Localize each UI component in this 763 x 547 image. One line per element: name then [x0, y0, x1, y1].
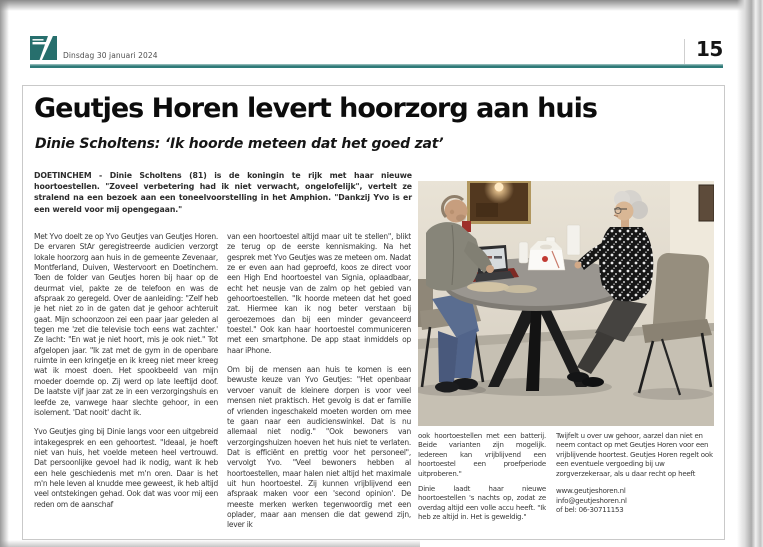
body-paragraph: ook hoortoestellen met een batterij. Beide varianten zijn mogelijk. Iedereen kan vrijblijvend een hoortoestel een proefperiode uitproberen.": [418, 432, 546, 478]
body-paragraph: Met Yvo doelt ze op Yvo Geutjes van Geutjes Horen. De ervaren StAr geregistreerde audicien verzorgt lokale hoorzorg aan huis in de gemeente Zevenaar, Montferland, Duiven, Westervoort en Doetinchem. Toen de folder van Geutjes horen bij haar op de deurmat viel, pakte ze de telefoon en was de afspraak zo geregeld. Over de aanleiding: "Zelf heb je het niet zo in de gaten dat je gehoor achteruit gaat. Mijn schoonzoon zei een paar jaar geleden al tegen me 'zet die televisie toch eens wat zachter.' Ze lacht: "En wat je niet hoort, mis je ook niet." Tot afgelopen jaar. "Ik zat met de gym in de openbare ruimte in een kringetje en ik kreeg niet meer kreeg wat ik moest doen. Het spookbeeld van mijn moeder doemde op. Zij werd op late leeftijd doof. De laatste vijf jaar zat ze in een verzorgingshuis en leefde ze, vanwege haar slechte gehoor, in een isolement. 'Dat nooit' dacht ik.: [34, 232, 218, 417]
issue-date: Dinsdag 30 januari 2024: [63, 51, 158, 60]
body-paragraph: van een hoortoestel altijd maar uit te stellen", blikt ze terug op de eerste kennismaking. Na het gesprek met Yvo Geutjes was ze meteen om. Nadat ze er even aan had geproefd, koos ze direct voor een High End hoortoestel van Signia, oplaadbaar, echt het neusje van de zalm op het gebied van gehoortoestellen. "Ik hoorde meteen dat het goed zat. Hiermee kan ik nog beter verstaan bij geroezemoes dan bij een minder gevanceerd toestel." Ook kan haar hoortoestel communiceren met een smartphone. De app staat inmiddels op haar iPhone.: [227, 232, 411, 355]
pagenum-divider: [684, 39, 685, 64]
scan-edge-left: [0, 0, 9, 547]
subheadline: Dinie Scholtens: ‘Ik hoorde meteen dat het goed zat’: [35, 136, 444, 152]
article-box: [22, 85, 725, 540]
intro-paragraph: DOETINCHEM - Dinie Scholtens (81) is de koningin te rijk met haar nieuwe hoortoestellen. "Zoveel verbetering had ik niet verwacht, ongelofelijk", vertelt ze stralend na een bezoek aan een toneelvoorstelling in het Amphion. "Dankzij Yvo is er een wereld voor mij opengegaan.": [34, 171, 412, 214]
contact-email: info@geutjeshoren.nl: [556, 496, 627, 505]
body-column-2: [227, 232, 411, 530]
body-paragraph: Yvo Geutjes ging bij Dinie langs voor een uitgebreid intakegesprek en een gehoortest. "Ideaal, je hoeft niet van huis, het voelde meteen heel vertrouwd. Dat persoonlijke gevoel had ik nodig, want ik heb een hele geschiedenis met m'n oren. Daar is het m'n hele leven al knudde mee geweest, ik heb altijd veel ontstekingen gehad. Ook dat was voor mij een reden om de aanschaf: [34, 427, 218, 509]
scan-edge-bottom: [0, 540, 420, 547]
body-column-1: [34, 232, 218, 530]
scan-edge-right: [737, 0, 763, 547]
scan-edge-top: [0, 0, 763, 11]
contact-block: [556, 487, 715, 516]
masthead-rule: [30, 64, 723, 68]
article-photo: [418, 181, 714, 426]
contact-website: www.geutjeshoren.nl: [556, 487, 626, 496]
body-paragraph: Dinie laadt haar nieuwe hoortoestellen 's nachts op, zodat ze overdag altijd een volle accu heeft. "Ik heb ze altijd in. Het is geweldig.": [418, 485, 546, 522]
contact-phone: of bel: 06-30711153: [556, 506, 624, 515]
headline: Geutjes Horen levert hoorzorg aan huis: [34, 93, 597, 124]
body-column-4: [556, 432, 715, 534]
body-paragraph: Om bij de mensen aan huis te komen is een bewuste keuze van Yvo Geutjes: "Het openbaar vervoer vanuit de kleinere dorpen is voor veel mensen niet praktisch. Het gevolg is dat er familie of vrienden ingeschakeld moeten worden om mee te gaan naar een audicienswinkel. Dat is nu allemaal niet nodig." "Ook bewoners van verzorgingshuizen hoeven het huis niet te verlaten. Dat is efficiënt en prettig voor het personeel", vervolgt Yvo. "Veel bewoners hebben al hoortoestellen, maar halen niet altijd het maximale uit hun hoortoestel. Zij kunnen vrijblijvend een afspraak maken voor een 'second opinion'. De meeste merken werken tegenwoordig met een oplader, maar aan mensen die dat gewend zijn, lever ik: [227, 365, 411, 530]
body-column-3: [418, 432, 546, 534]
newspaper-logo: [30, 36, 57, 60]
body-paragraph: Twijfelt u over uw gehoor, aarzel dan niet en neem contact op met Geutjes Horen voor een vrijblijvende hoortest. Geutjes Horen regelt ook een eventuele vergoeding bij uw zorgverzekeraar, als u daar recht op heeft: [556, 432, 713, 478]
page-number: 15: [696, 37, 723, 61]
